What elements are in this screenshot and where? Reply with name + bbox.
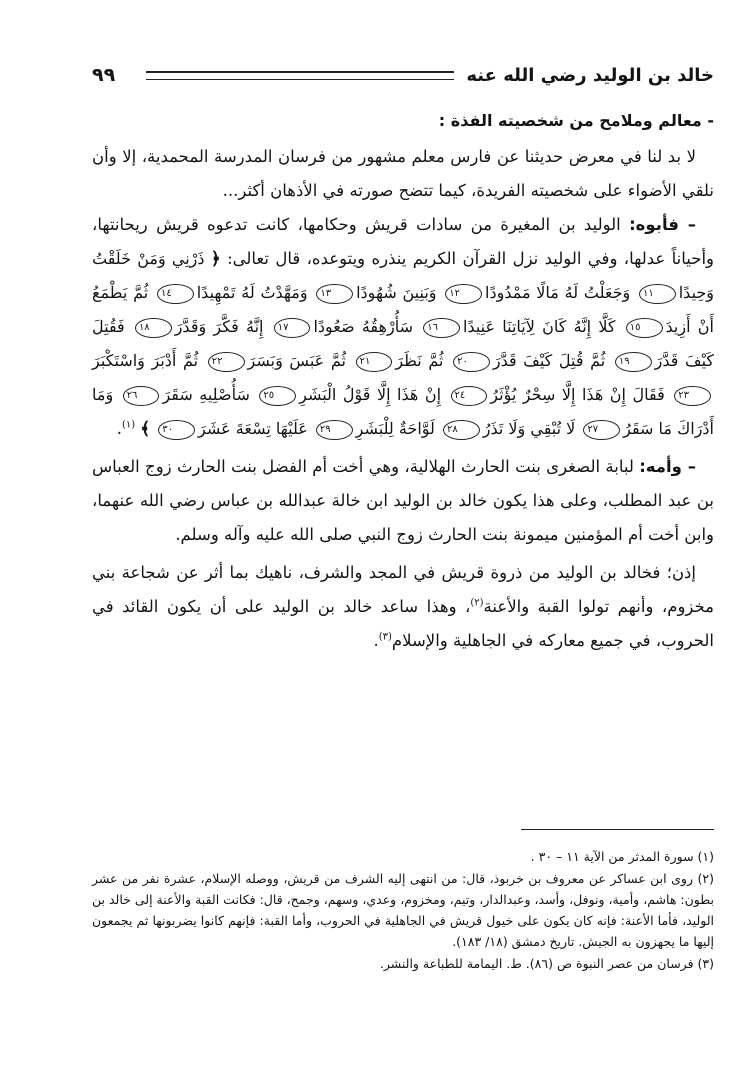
verse-text: ثُمَّ يَطْمَعُ أَنْ أَزِيدَ <box>92 283 714 336</box>
conclusion-part2: ، وهذا ساعد خالد بن الوليد على أن يكون القائد في الحروب، في جميع معاركه في الجاهلية والإسلام <box>92 597 714 650</box>
footnote-divider <box>521 829 714 830</box>
verse-text: فَقُتِلَ كَيْفَ قَدَّرَ <box>92 317 715 370</box>
ayah-number-marker: ٢٥ <box>259 386 296 406</box>
verse-text: كَلَّا إِنَّهُ كَانَ لِآيَاتِنَا عَنِيدًا <box>462 317 616 336</box>
ayah-number-marker: ٢٣ <box>674 386 711 406</box>
ayah-number-marker: ١٨ <box>135 318 172 338</box>
running-title: خالد بن الوليد رضي الله عنه <box>466 64 714 86</box>
footnote-2: (٢) روى ابن عساكر عن معروف بن خربوذ، قال: من انتهى إليه الشرف من قريش، ووصله الإسلام، عشرة نفر من عشر بطون: هاشم، وأمية، ونوفل، وأسد، وعبدالدار، وتيم، ومخزوم، وعدي، وسهم، وجمح، قال: فكانت القبة والأعنة إلى خالد بن الوليد، فأما الأعنة: فإنه كان يكون على خيول قريش في الجاهلية في الحروب، وأما القبة: فإنهم كانوا يضربونها ثم يجمعون إليها ما يجهزون به الجيش. تاريخ دمشق (١٨/ ١٨٣). <box>92 871 714 949</box>
ayah-number-marker: ٢٨ <box>443 420 480 440</box>
verse-text: لَوَّاحَةٌ لِلْبَشَرِ <box>355 419 435 438</box>
verse-text: وَمَهَّدْتُ لَهُ تَمْهِيدًا <box>196 283 308 302</box>
mother-lead: – وأمه: <box>639 457 696 476</box>
main-text <box>92 104 714 658</box>
ayah-number-marker: ٢٦ <box>123 386 160 406</box>
ayah-number-marker: ٢٠ <box>453 352 490 372</box>
verse-text: ذَرْنِي وَمَنْ خَلَقْتُ وَحِيدًا <box>92 249 715 302</box>
verse-text: سَأُرْهِقُهُ صَعُودًا <box>313 317 413 336</box>
footnote-ref-1: (١) <box>121 419 136 431</box>
ayah-number-marker: ٢١ <box>356 352 393 372</box>
footnote-ref-3: (٣) <box>378 631 392 643</box>
ayah-number-marker: ١٣ <box>316 284 353 304</box>
father-paragraph: – فأبوه: الوليد بن المغيرة من سادات قريش وحكامها، كانت تدعوه قريش ريحانتها، وأحياناً عدلها، وفي الوليد نزل القرآن الكريم ينذره ويتوعده، قال تعالى: ﴿ ذَرْنِي وَمَنْ خَلَقْتُ وَحِيدًا١١ وَجَعَلْتُ لَهُ مَالًا مَمْدُودًا١٢ وَبَنِينَ شُهُودًا١٣ وَمَهَّدْتُ لَهُ تَمْهِيدًا١٤ ثُمَّ يَطْمَعُ أَنْ أَزِيدَ١٥ كَلَّا إِنَّهُ كَانَ لِآيَاتِنَا عَنِيدًا١٦ سَأُرْهِقُهُ صَعُودًا١٧ إِنَّهُ فَكَّرَ وَقَدَّرَ١٨ فَقُتِلَ كَيْفَ قَدَّرَ١٩ ثُمَّ قُتِلَ كَيْفَ قَدَّرَ٢٠ ثُمَّ نَظَرَ٢١ ثُمَّ عَبَسَ وَبَسَرَ٢٢ ثُمَّ أَدْبَرَ وَاسْتَكْبَرَ٢٣ فَقَالَ إِنْ هَذَا إِلَّا سِحْرٌ يُؤْثَرُ٢٤ إِنْ هَذَا إِلَّا قَوْلُ الْبَشَرِ٢٥ سَأُصْلِيهِ سَقَرَ٢٦ وَمَا أَدْرَاكَ مَا سَقَرُ٢٧ لَا تُبْقِي وَلَا تَذَرُ٢٨ لَوَّاحَةٌ لِلْبَشَرِ٢٩ عَلَيْهَا تِسْعَةَ عَشَرَ٣٠ ﴾ $^{(١)}$. <box>92 215 715 439</box>
ayah-number-marker: ٣٠ <box>158 420 195 440</box>
verse-text: ثُمَّ عَبَسَ وَبَسَرَ <box>247 351 346 370</box>
conclusion-end: . <box>373 631 379 650</box>
father-lead: – فأبوه: <box>629 215 697 234</box>
verse-text: ثُمَّ نَظَرَ <box>395 351 444 370</box>
ayah-number-marker: ١٦ <box>423 318 460 338</box>
mother-text: لبابة الصغرى بنت الحارث الهلالية، وهي أخت أم الفضل بنت الحارث زوج العباس بن عبد المطلب، وعلى هذا يكون خالد بن الوليد ابن خالة عبدالله بن عباس رضي الله عنهما، وابن أخت أم المؤمنين ميمونة بنت الحارث زوج النبي صلى الله عليه وآله وسلم. <box>92 457 714 544</box>
verse-text: وَمَا أَدْرَاكَ مَا سَقَرُ <box>92 385 714 438</box>
footnotes <box>92 846 714 975</box>
running-header <box>92 58 714 92</box>
father-text: الوليد بن المغيرة من سادات قريش وحكامها، كانت تدعوه قريش ريحانتها، وأحياناً عدلها، وفي الوليد نزل القرآن الكريم ينذره ويتوعده، قال تعالى: <box>92 215 714 268</box>
verse-close-bracket: ﴾ <box>140 419 151 439</box>
verse-text: إِنْ هَذَا إِلَّا قَوْلُ الْبَشَرِ <box>299 385 442 404</box>
conclusion-part1: إذن؛ فخالد بن الوليد من ذروة قريش في المجد والشرف، ناهيك بما أثر عن شجاعة بني مخزوم، وأنهم تولوا القبة والأعنة <box>92 563 715 616</box>
header-rule <box>146 71 454 80</box>
ayah-number-marker: ١٥ <box>626 318 663 338</box>
ayah-number-marker: ١١ <box>639 284 676 304</box>
ayah-number-marker: ٢٢ <box>208 352 245 372</box>
footnote-1: (١) سورة المدثر من الآية ١١ – ٣٠ . <box>530 849 714 864</box>
verse-text: لَا تُبْقِي وَلَا تَذَرُ <box>482 419 576 438</box>
verse-text: وَجَعَلْتُ لَهُ مَالًا مَمْدُودًا <box>485 283 631 302</box>
ayah-number-marker: ١٩ <box>615 352 652 372</box>
verse-text: عَلَيْهَا تِسْعَةَ عَشَرَ <box>198 419 308 438</box>
intro-paragraph: لا بد لنا في معرض حديثنا عن فارس معلم مشهور من فرسان المدرسة المحمدية، إلا وأن نلقي الأضواء على شخصيته الفريدة، كيما تتضح صورته في الأذهان أكثر... <box>92 147 714 200</box>
quran-verses <box>92 249 714 438</box>
ayah-number-marker: ١٤ <box>157 284 194 304</box>
ayah-number-marker: ٢٤ <box>451 386 488 406</box>
ayah-number-marker: ١٢ <box>445 284 482 304</box>
ayah-number-marker: ١٧ <box>274 318 311 338</box>
verse-text: ثُمَّ أَدْبَرَ وَاسْتَكْبَرَ <box>92 351 199 370</box>
ayah-number-marker: ٢٧ <box>583 420 620 440</box>
mother-paragraph <box>92 450 714 552</box>
verse-list <box>92 249 714 438</box>
verse-text: فَقَالَ إِنْ هَذَا إِلَّا سِحْرٌ يُؤْثَرُ <box>490 385 665 404</box>
verse-text: إِنَّهُ فَكَّرَ وَقَدَّرَ <box>174 317 264 336</box>
verse-text: وَبَنِينَ شُهُودًا <box>356 283 437 302</box>
footnote-3: (٣) فرسان من عصر النبوة ص (٨٦). ط. اليمامة للطباعة والنشر. <box>379 956 714 971</box>
section-heading: - معالم وملامح من شخصيته الفذة : <box>438 111 714 130</box>
conclusion-paragraph <box>92 556 714 658</box>
verse-open-bracket: ﴿ <box>210 249 221 269</box>
verse-text: ثُمَّ قُتِلَ كَيْفَ قَدَّرَ <box>492 351 606 370</box>
verse-text: سَأُصْلِيهِ سَقَرَ <box>162 385 250 404</box>
footnote-ref-2: (٢) <box>470 597 484 609</box>
page-number: ٩٩ <box>92 64 116 86</box>
ayah-number-marker: ٢٩ <box>316 420 353 440</box>
